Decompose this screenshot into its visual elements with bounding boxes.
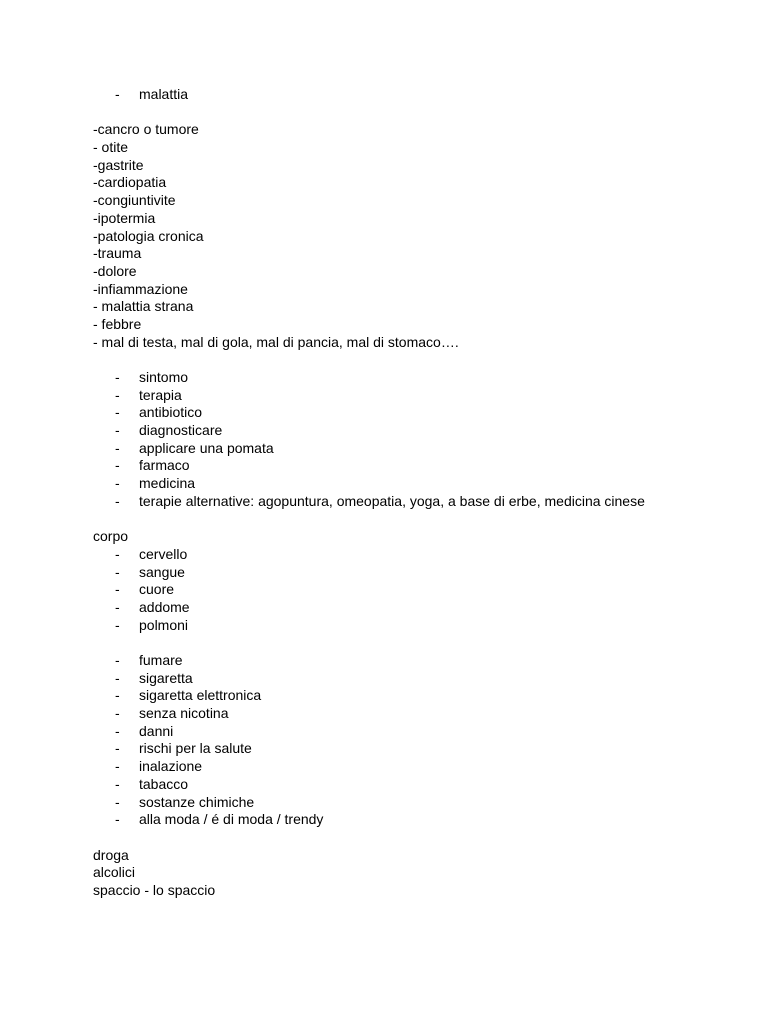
- list-item-text: terapie alternative: agopuntura, omeopatia, yoga, a base di erbe, medicina cinese: [139, 492, 645, 509]
- bullet-dash: -: [115, 386, 120, 403]
- bullet-dash: -: [115, 775, 120, 792]
- list-item: [93, 723, 733, 741]
- list-item: [93, 564, 733, 582]
- document-page: [93, 86, 733, 900]
- list-item-text: medicina: [139, 475, 196, 492]
- list-item-text: alla moda / é di moda / trendy: [139, 811, 324, 828]
- list-item-text: addome: [139, 598, 190, 615]
- bullet-dash: -: [115, 598, 120, 615]
- list-item: [93, 617, 733, 635]
- text-line: droga: [93, 846, 129, 863]
- list-item: [93, 705, 733, 723]
- text-line: - mal di testa, mal di gola, mal di pancia, mal di stomaco….: [93, 333, 459, 350]
- bullet-dash: -: [115, 457, 120, 474]
- list-item: [93, 652, 733, 670]
- list-item-text: inalazione: [139, 758, 203, 775]
- text-line: -patologia cronica: [93, 227, 204, 244]
- text-line: -gastrite: [93, 156, 144, 173]
- text-line: - febbre: [93, 315, 142, 332]
- text-line: spaccio - lo spaccio: [93, 881, 216, 898]
- bullet-dash: -: [115, 475, 120, 492]
- list-item-text: farmaco: [139, 457, 190, 474]
- list-item-text: malattia: [139, 86, 189, 102]
- text-line: - otite: [93, 139, 129, 156]
- list-item: [93, 546, 733, 564]
- list-item-text: diagnosticare: [139, 422, 223, 439]
- list-item: [93, 387, 733, 405]
- list-item: [93, 369, 733, 387]
- list-item: [93, 475, 733, 493]
- text-line: -ipotermia: [93, 209, 156, 226]
- list-item: [93, 599, 733, 617]
- bullet-dash: -: [115, 652, 120, 668]
- bullet-dash: -: [115, 616, 120, 633]
- list-item-text: sigaretta: [139, 669, 193, 686]
- bullet-dash: -: [115, 811, 120, 828]
- list-item: [93, 457, 733, 475]
- list-item-text: sangue: [139, 563, 185, 580]
- bullet-dash: -: [115, 422, 120, 439]
- list-item: [93, 404, 733, 422]
- list-item-text: applicare una pomata: [139, 439, 274, 456]
- list-item: [93, 758, 733, 776]
- text-line: -congiuntivite: [93, 192, 176, 209]
- bullet-dash: -: [115, 687, 120, 704]
- list-item-text: rischi per la salute: [139, 740, 252, 757]
- bullet-dash: -: [115, 545, 120, 562]
- bullet-dash: -: [115, 793, 120, 810]
- list-item: [93, 440, 733, 458]
- list-item: [93, 86, 733, 104]
- text-line: -infiammazione: [93, 280, 188, 297]
- blank-line: [93, 351, 733, 369]
- list-item: [93, 422, 733, 440]
- list-item-text: sigaretta elettronica: [139, 687, 262, 704]
- list-item: [93, 670, 733, 688]
- text-line: -cardiopatia: [93, 174, 167, 191]
- list-item-text: sostanze chimiche: [139, 793, 255, 810]
- list-item: [93, 794, 733, 812]
- blank-line: [93, 511, 733, 529]
- text-line: alcolici: [93, 864, 136, 881]
- list-item-text: fumare: [139, 652, 183, 668]
- list-item: [93, 811, 733, 829]
- list-item: [93, 581, 733, 599]
- list-item: [93, 740, 733, 758]
- bullet-dash: -: [115, 369, 120, 385]
- bullet-dash: -: [115, 722, 120, 739]
- bullet-dash: -: [115, 563, 120, 580]
- list-item: [93, 776, 733, 794]
- bullet-dash: -: [115, 581, 120, 598]
- list-item-text: cervello: [139, 545, 188, 562]
- bullet-dash: -: [115, 86, 120, 102]
- blank-line: [93, 829, 733, 847]
- text-line: -trauma: [93, 245, 142, 262]
- list-item: [93, 493, 733, 511]
- list-item-text: danni: [139, 722, 174, 739]
- list-item: [93, 687, 733, 705]
- text-line: -cancro o tumore: [93, 121, 199, 138]
- list-item-text: cuore: [139, 581, 175, 598]
- bullet-dash: -: [115, 669, 120, 686]
- list-item-text: tabacco: [139, 775, 189, 792]
- list-item-text: sintomo: [139, 369, 189, 385]
- bullet-dash: -: [115, 758, 120, 775]
- list-item-text: terapia: [139, 386, 182, 403]
- bullet-dash: -: [115, 404, 120, 421]
- blank-line: [93, 104, 733, 122]
- text-line: - malattia strana: [93, 298, 194, 315]
- list-item-text: antibiotico: [139, 404, 203, 421]
- section-heading: corpo: [93, 528, 129, 545]
- blank-line: [93, 634, 733, 652]
- bullet-dash: -: [115, 740, 120, 757]
- text-line: -dolore: [93, 262, 137, 279]
- bullet-dash: -: [115, 439, 120, 456]
- list-item-text: polmoni: [139, 616, 189, 633]
- bullet-dash: -: [115, 705, 120, 722]
- list-item-text: senza nicotina: [139, 705, 229, 722]
- bullet-dash: -: [115, 492, 120, 509]
